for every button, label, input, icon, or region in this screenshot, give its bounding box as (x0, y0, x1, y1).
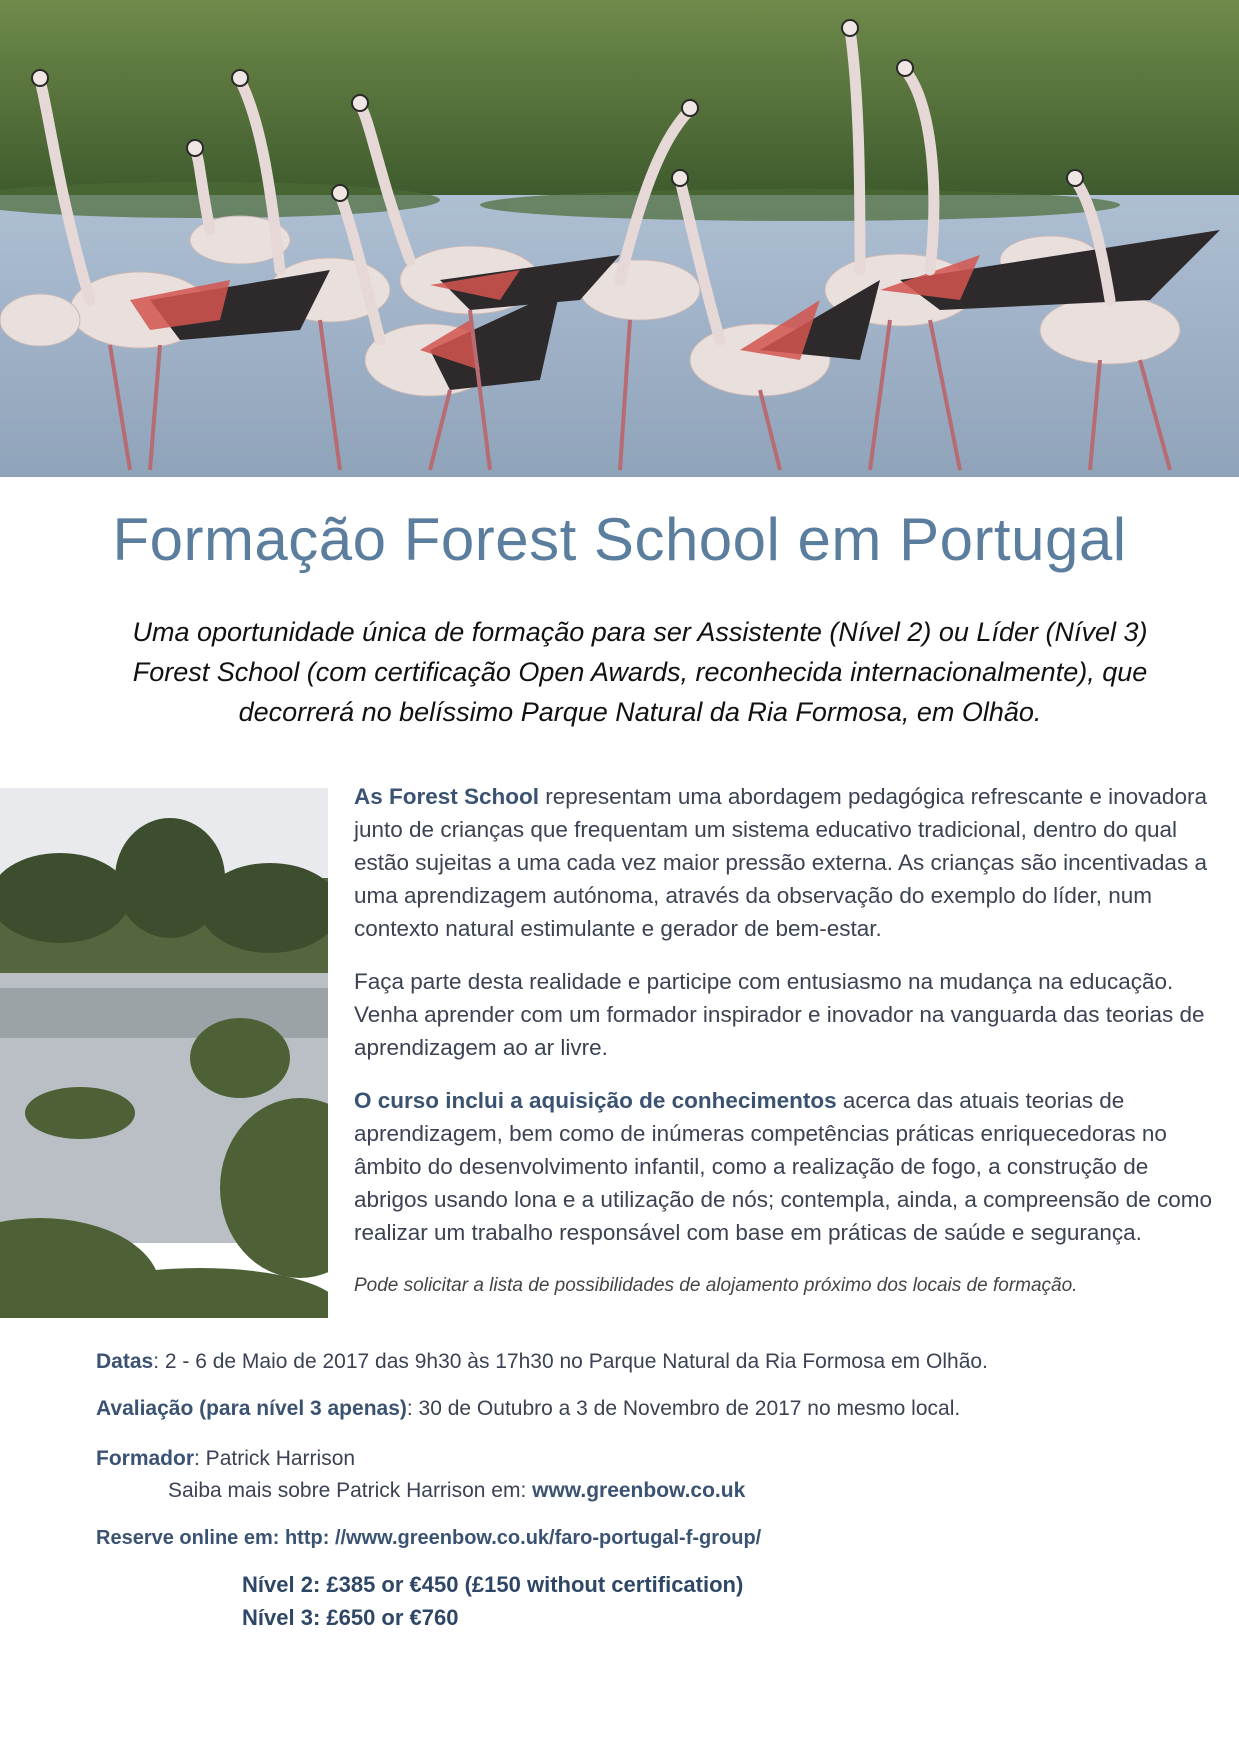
booking-line (96, 1527, 761, 1550)
booking-label: Reserve online em (96, 1527, 273, 1549)
course-paragraph (354, 1084, 1214, 1249)
level2-label: Nível 2 (242, 1572, 313, 1597)
dates-value: : 2 - 6 de Maio de 2017 das 9h30 às 17h30 no Parque Natural da Ria Formosa em Olhão. (153, 1350, 988, 1373)
level2-price-line (242, 1572, 743, 1598)
level3-price: : £650 or €760 (312, 1605, 459, 1630)
more-info-text: Saiba mais sobre Patrick Harrison em: (168, 1479, 533, 1502)
booking-link[interactable]: : http: //www.greenbow.co.uk/faro-portugal-f-group/ (272, 1527, 762, 1549)
page-title: Formação Forest School em Portugal (112, 506, 1127, 573)
level3-label: Nível 3 (242, 1605, 313, 1630)
greenbow-link[interactable]: www.greenbow.co.uk (532, 1479, 746, 1502)
hero-image (0, 0, 1239, 477)
more-info-line (168, 1479, 745, 1503)
evaluation-value: : 30 de Outubro a 3 de Novembro de 2017 no mesmo local. (406, 1397, 961, 1420)
level3-price-line (242, 1605, 458, 1631)
side-image (0, 788, 328, 1318)
trainer-line (96, 1447, 355, 1471)
dates-label: Datas (96, 1350, 154, 1373)
body-text (354, 780, 1214, 1322)
trainer-value: : Patrick Harrison (194, 1447, 356, 1470)
intro-text: representam uma abordagem pedagógica refrescante e inovadora junto de crianças que frequentam um sistema educativo tradicional, dentro do qual estão sujeitas a uma cada vez maior pressão externa. As crianças são incentivadas a uma aprendizagem autónoma, através da observação do exemplo do líder, num contexto natural estimulante e gerador de bem-estar. (354, 784, 1207, 941)
participate-paragraph: Faça parte desta realidade e participe com entusiasmo na mudança na educação. Venha aprender com um formador inspirador e inovador na vanguarda das teorias de aprendizagem ao ar livre. (354, 969, 1205, 1060)
accommodation-note: Pode solicitar a lista de possibilidades de alojamento próximo dos locais de formação. (354, 1275, 1078, 1296)
course-text: acerca das atuais teorias de aprendizagem, bem como de inúmeras competências práticas enriquecedoras no âmbito do desenvolvimento infantil, como a realização de fogo, a construção de abrigos usando lona e a utilização de nós; contempla, ainda, a compreensão de como realizar um trabalho responsável com base em práticas de saúde e segurança. (354, 1088, 1213, 1245)
intro-lead: As Forest School (354, 784, 540, 809)
course-lead: O curso inclui a aquisição de conhecimentos (354, 1088, 837, 1113)
subtitle: Uma oportunidade única de formação para ser Assistente (Nível 2) ou Líder (Nível 3) Forest School (com certificação Open Awards, reconhecida internacionalmente), que decorrerá no belíssimo Parque Natural da Ria Formosa, em Olhão. (132, 617, 1148, 727)
evaluation-label: Avaliação (para nível 3 apenas) (96, 1397, 407, 1420)
level2-price: : £385 or €450 (£150 without certification) (312, 1572, 744, 1597)
dates-line (96, 1350, 988, 1374)
intro-paragraph (354, 780, 1214, 945)
evaluation-line (96, 1397, 960, 1421)
trainer-label: Formador (96, 1447, 195, 1470)
